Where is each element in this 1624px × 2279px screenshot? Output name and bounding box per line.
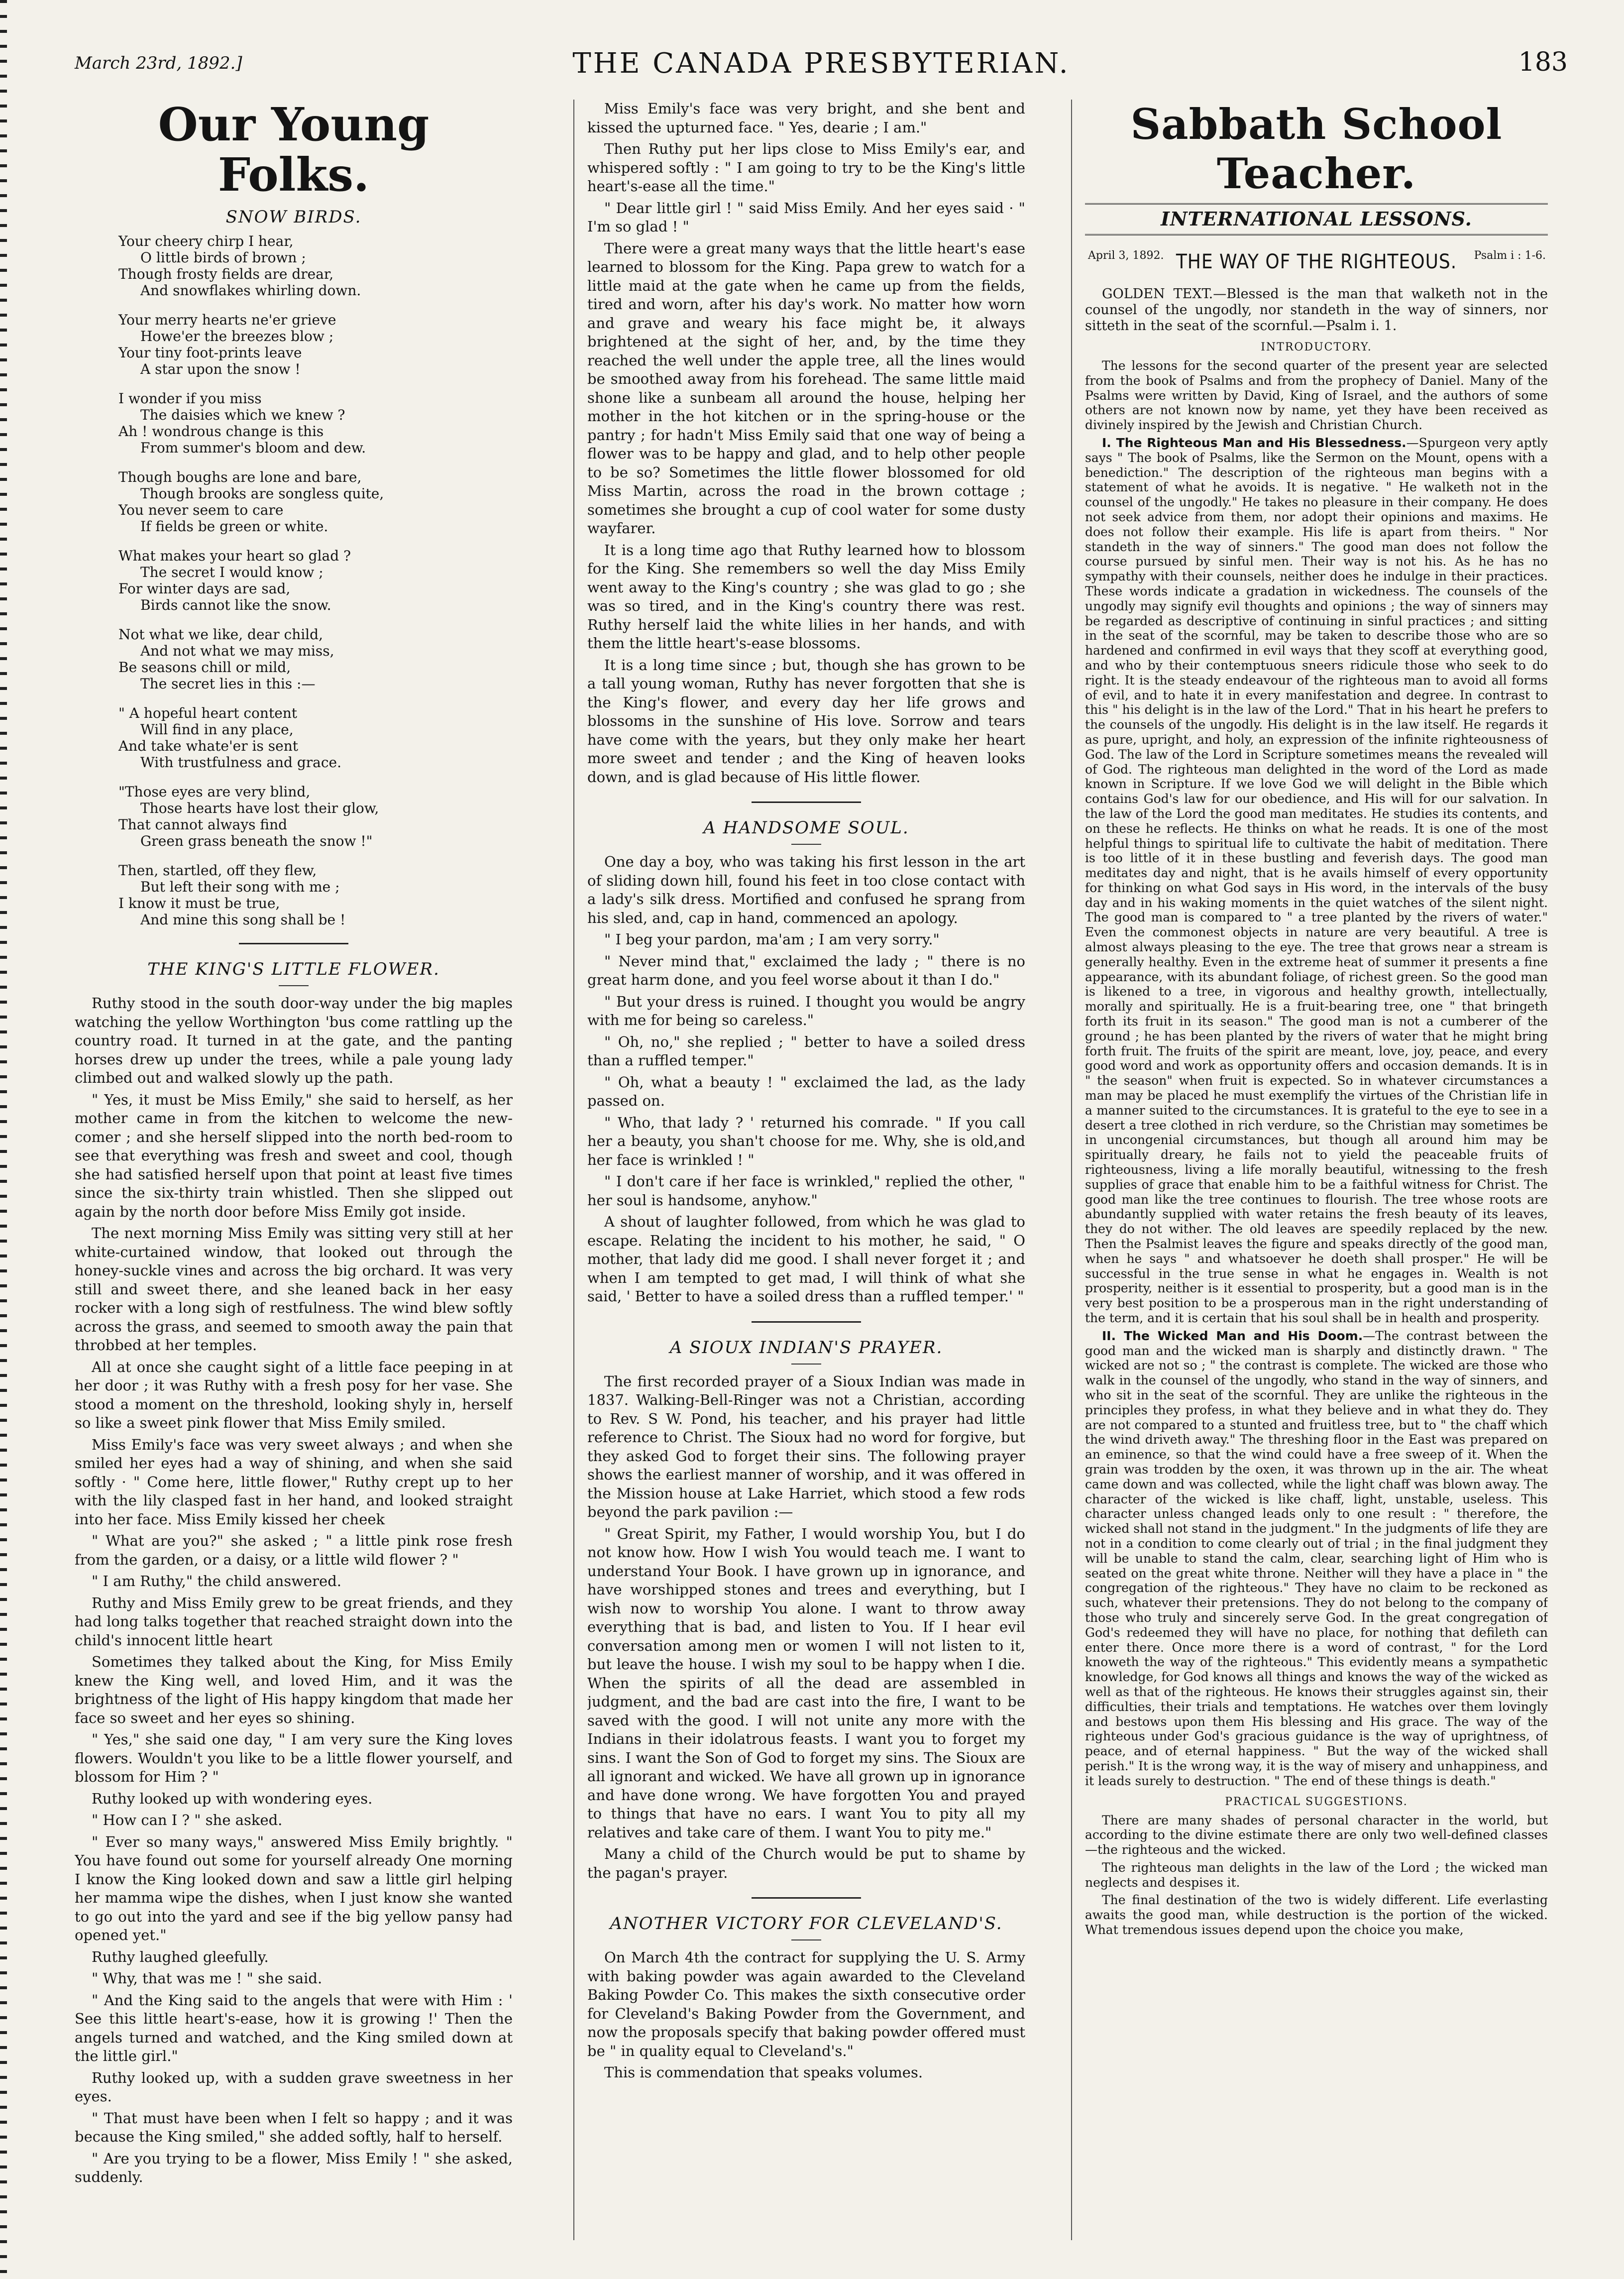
paragraph: " Oh, no," she replied ; " better to have a soiled dress than a ruffled temper." [587, 1033, 1025, 1069]
introductory-paragraph: The lessons for the second quarter of the present year are selected from the book of Psalms and from the prophecy of Daniel. Many of the Psalms were written by David, King of Israel, and the authors of some others are not known now by name, yet they have been received as divinely inspired by the Jewish and Christian Church. [1085, 358, 1548, 433]
section-separator [239, 943, 348, 944]
poem-line: Will find in any place, [140, 721, 294, 738]
poem-line: The secret lies in this :— [140, 676, 316, 692]
column-rule [1071, 100, 1072, 2240]
poem-stanza [118, 390, 513, 456]
paragraph: " I beg your pardon, ma'am ; I am very sorry." [604, 931, 940, 948]
poem-line: Howe'er the breezes blow ; [140, 328, 334, 345]
paragraph: " Ever so many ways," answered Miss Emily brightly. " You have found out some for yourself already One morning I know the King looked down and saw a little girl helping her mamma wipe the dishes, when I just know she wanted to go out into the yard and see if the big yellow pansy had opened yet." [75, 1833, 513, 1944]
poem-line: The daisies which we knew ? [140, 407, 345, 424]
poem-stanza [118, 784, 513, 849]
snow-birds-title: SNOW BIRDS. [225, 207, 362, 228]
poem-line: If fields be green or white. [140, 518, 328, 535]
poem-stanza [118, 548, 513, 613]
paragraph: Miss Emily's face was very bright, and she bent and kissed the upturned face. " Yes, dearie ; I am." [587, 100, 1025, 136]
poem-line: Ah ! wondrous change is this [118, 423, 324, 440]
poem-line: Then, startled, off they flew, [118, 862, 317, 879]
kings-flower-continued [587, 100, 1025, 787]
poem-stanza [118, 705, 513, 771]
paragraph: Ruthy looked up, with a sudden grave sweetness in her eyes. [75, 2069, 513, 2105]
sioux-prayer-story [587, 1372, 1025, 1883]
poem-line: " A hopeful heart content [118, 705, 298, 722]
paragraph: Miss Emily's face was very sweet always ; and when she smiled her eyes had a way of shining, and when she said softly · " Come here, little flower," Ruthy crept up to her with the lily clasped fast in her hand, and looked straight into her face. Miss Emily kissed her cheek [75, 1436, 513, 1528]
paragraph: It is a long time since ; but, though she has grown to be a tall young woman, Ruthy has never forgotten that she is the King's flower, and every day her life grows and blossoms in the sunshine of His love. Sorrow and tears have come with the years, but they only make her heart more sweet and tender ; and the King of heaven looks down, and is glad because of His little flower. [587, 656, 1025, 786]
paragraph: " Yes, it must be Miss Emily," she said to herself, as her mother came in from the kitchen to welcome the new-comer ; and she herself slipped into the north bed-room to see that everything was fresh and sweet and cool, though she had satisfied herself upon that point at least five times since the six-thirty train whistled. Then she slipped out again by the north door before Miss Emily got inside. [75, 1091, 513, 1220]
paragraph: " How can I ? " she asked. [92, 1812, 283, 1829]
column-rule [573, 100, 574, 2240]
paragraph: Then Ruthy put her lips close to Miss Emily's ear, and whispered softly : " I am going to try to be the King's little heart's-ease all the time." [587, 140, 1025, 195]
poem-stanza [118, 862, 513, 928]
poem-line: A star upon the snow ! [140, 361, 301, 378]
snow-birds-poem [118, 233, 513, 928]
paragraph: " What are you?" she asked ; " a little pink rose fresh from the garden, or a daisy, or a little wild flower ? " [75, 1532, 513, 1568]
section-separator [752, 1321, 861, 1323]
poem-line: And take whate'er is sent [118, 738, 298, 755]
our-young-folks-heading: Our Young Folks. [158, 100, 430, 202]
international-lessons-subtitle: INTERNATIONAL LESSONS. [1085, 203, 1548, 235]
poem-line: You never seem to care [118, 502, 284, 519]
title-dash [791, 1364, 821, 1365]
paragraph: " That must have been when I felt so happy ; and it was because the King smiled," she added softly, half to herself. [75, 2109, 513, 2146]
poem-stanza [118, 469, 513, 535]
section-2-heading: II. The Wicked Man and His Doom. [1102, 1328, 1363, 1343]
section-2-text: —The contrast between the good man and the wicked man is sharply and distinctly drawn. " The wicked are not so ; " the contrast is complete. The wicked are those who walk in the counsel of the ungodly, who stand in the way of sinners, and who sit in the seat of the scornful. They are unlike the righteous in the principles they profess, in what they believe and in what they do. They are not compared to a stunted and fruitless tree, but to " the chaff which the wind driveth away." The threshing floor in the East was prepared on an eminence, so that the wind could have a free sweep of it. When the grain was trodden by the oxen, it was thrown up in the air. The wheat came down and was collected, while the light chaff was blown away. The character of the wicked is like chaff, light, unstable, useless. This character unless changed leads only to one result : " therefore, the wicked shall not stand in the judgment." In the judgments of life they are not in a condition to come clearly out of trial ; in the final judgment they will be unable to stand the calm, clear, searching light of Him who is seated on the great white throne. Neither will they have a place in " the congregation of the righteous." They have no claim to be reckoned as such, whatever their pretensions. They do not belong to the company of those who truly and sincerely serve God. In the great congregation of God's redeemed they will have no place, for nothing that defileth can enter there. Once more there is a word of contrast, " for the Lord knoweth the way of the righteous." This evidently means a sympathetic knowledge, for God knows all things and knows the way of the wicked as well as that of the righteous. He knows their struggles against sin, their difficulties, their trials and temptations. He watches over them lovingly and bestows upon them His blessing and His grace. The way of the righteous under God's gracious guidance is the way of uprightness, of peace, and of eternal happiness. " But the way of the wicked shall perish." It is the wrong way, it is the way of misery and unhappiness, and it leads surely to destruction. " The end of these things is death." [1085, 1328, 1548, 1788]
paragraph: This is commendation that speaks volumes. [604, 2064, 923, 2081]
poem-line: That cannot always find [118, 816, 288, 833]
handsome-soul-title: A HANDSOME SOUL. [703, 818, 909, 838]
poem-line: I wonder if you miss [118, 390, 262, 407]
poem-line: O little birds of brown ; [140, 249, 306, 266]
poem-stanza [118, 312, 513, 377]
poem-line: With trustfulness and grace. [140, 754, 342, 771]
paragraph: Ruthy stood in the south door-way under the big maples watching the yellow Worthington 'bus come rattling up the country road. It turned in at the gate, and the panting horses drew up under the trees, while a pale young lady climbed out and walked slowly up the path. [75, 995, 513, 1087]
paragraph: There were a great many ways that the little heart's ease learned to blossom for the King. Papa grew to watch for a little maid at the gate when he came up from the fields, tired and worn, after his day's work. No matter how worn and grave and weary his face might be, it always brightened at the sight of her, and, by the time they reached the well under the apple tree, all the lines would be smoothed away from his forehead. The same little maid shone like a sunbeam all around the house, helping her mother in the hot kitchen or in the spring-house or the pantry ; for hadn't Miss Emily said that one way of being a flower was to be happy and glad, and to help other people to be so? Sometimes the little flower blossomed for old Miss Martin, across the road in the brown cottage ; sometimes she brought a cup of cool water for some dusty wayfarer. [587, 239, 1025, 537]
poem-line: "Those eyes are very blind, [118, 784, 311, 800]
paragraph: " Yes," she said one day, " I am very sure the King loves flowers. Wouldn't you like to be a little flower yourself, and blossom for Him ? " [75, 1731, 513, 1786]
paragraph: " I am Ruthy," the child answered. [92, 1573, 341, 1590]
paragraph: Sometimes they talked about the King, for Miss Emily knew the King well, and loved Him, and it was the brightness of the light of His happy kingdom that made her face so sweet and her eyes so shining. [75, 1653, 513, 1726]
paragraph: The next morning Miss Emily was sitting very still at her white-curtained window, that looked out through the honey-suckle vines and across the big orchard. It was very still and sweet there, and she leaned back in her easy rocker with a long sigh of restfulness. The wind blew softly across the grass, and seemed to smooth away the pain that throbbed at her temples. [75, 1225, 513, 1354]
poem-line: I know it must be true, [118, 895, 280, 912]
poem-line: And not what we may miss, [140, 643, 334, 660]
title-dash [279, 985, 309, 986]
poem-line: And mine this song shall be ! [140, 912, 346, 928]
poem-line: Be seasons chill or mild, [118, 659, 291, 676]
page-header [75, 47, 1568, 87]
poem-line: Not what we like, dear child, [118, 626, 323, 643]
paragraph: " Dear little girl ! " said Miss Emily. And her eyes said · " I'm so glad ! " [587, 199, 1025, 235]
lesson-header [1085, 246, 1548, 281]
poem-line: Those hearts have lost their glow, [140, 800, 379, 817]
section-separator [752, 1897, 861, 1899]
poem-line: Your cheery chirp I hear, [118, 233, 294, 250]
paragraph: Ruthy laughed gleefully. [92, 1948, 269, 1965]
paragraph: All at once she caught sight of a little face peeping in at her door ; it was Ruthy with a fresh posy for her vase. She stood a moment on the threshold, looking shyly in, herself so like a sweet pink flower that Miss Emily smiled. [75, 1358, 513, 1432]
lesson-reference: Psalm i : 1-6. [1474, 249, 1546, 262]
poem-line: Your tiny foot-prints leave [118, 344, 302, 361]
poem-line: Though brooks are songless quite, [140, 485, 384, 502]
column-3 [1085, 100, 1548, 2255]
lesson-title: THE WAY OF THE RIGHTEOUS. [1176, 250, 1457, 273]
paragraph: It is a long time ago that Ruthy learned how to blossom for the King. She remembers so well the day Miss Emily went away to the King's country ; she was glad to go ; she was so tired, and in the King's country there was rest. Ruthy herself laid the white lilies in her hands, and with them the little heart's-ease blossoms. [587, 541, 1025, 652]
paragraph: " I don't care if her face is wrinkled," replied the other, " her soul is handsome, anyhow." [587, 1173, 1025, 1209]
poem-line: From summer's bloom and dew. [140, 440, 366, 456]
practical-suggestions-heading: PRACTICAL SUGGESTIONS. [1225, 1795, 1408, 1808]
poem-line: The secret I would know ; [140, 564, 324, 581]
section-separator [752, 801, 861, 803]
paragraph: A shout of laughter followed, from which he was glad to escape. Relating the incident to his mother, he said, " O mother, that lady did me good. I shall never forget it ; and when I am tempted to get mad, I will think of what she said, ' Better to have a soiled dress than a ruffled temper.' " [587, 1213, 1025, 1305]
poem-line: For winter days are sad, [118, 580, 291, 597]
poem-line: And snowflakes whirling down. [140, 282, 361, 299]
column-2 [587, 100, 1025, 2255]
paragraph: There are many shades of personal character in the world, but according to the divine estimate there are only two well-defined classes—the righteous and the wicked. [1085, 1813, 1548, 1857]
poem-line: Birds cannot like the snow. [140, 597, 331, 614]
paragraph: The first recorded prayer of a Sioux Indian was made in 1837. Walking-Bell-Ringer was not a Christian, according to Rev. S W. Pond, his teacher, and his prayer had little reference to Christ. The Sioux had no word for forgive, but they asked God to forget their sins. The following prayer shows the earliest manner of worship, and it was offered in the Mission house at Lake Harriet, which stood a few rods beyond the park pavilion :— [587, 1372, 1025, 1520]
paragraph: Many a child of the Church would be put to shame by the pagan's prayer. [587, 1845, 1025, 1881]
paragraph: The final destination of the two is widely different. Life everlasting awaits the good man, while destruction is the portion of the wicked. What tremendous issues depend upon the choice you make, [1085, 1893, 1548, 1937]
newspaper-title: THE CANADA PRESBYTERIAN. [572, 47, 1070, 80]
paragraph: The righteous man delights in the law of the Lord ; the wicked man neglects and despises it. [1085, 1860, 1548, 1890]
practical-suggestions [1085, 1813, 1548, 1937]
poem-stanza [118, 626, 513, 692]
section-1-heading: I. The Righteous Man and His Blessedness. [1102, 435, 1407, 450]
paragraph: One day a boy, who was taking his first lesson in the art of sliding down hill, found his feet in too close contact with a lady's silk dress. Mortified and confused he sprang from his sled, and, cap in hand, commenced an apology. [587, 853, 1025, 926]
poem-line: What makes your heart so glad ? [118, 548, 351, 565]
sabbath-school-heading: Sabbath School Teacher. [1130, 100, 1503, 198]
kings-flower-title: THE KING'S LITTLE FLOWER. [147, 959, 440, 980]
paragraph: Ruthy and Miss Emily grew to be great friends, and they had long talks together that reached straight down into the child's innocent little heart [75, 1594, 513, 1649]
paragraph: " But your dress is ruined. I thought you would be angry with me for being so careless." [587, 993, 1025, 1028]
page-number: 183 [1518, 47, 1568, 77]
binding-edge [0, 0, 7, 2279]
cleveland-title: ANOTHER VICTORY FOR CLEVELAND'S. [610, 1914, 1003, 1934]
section-1-text: —Spurgeon very aptly says " The book of Psalms, like the Sermon on the Mount, opens with a benediction." The description of the righteous man begins with a statement of what he avoids. It is negative. " He walketh not in the counsel of the ungodly." He takes no pleasure in their company. He does not seek advice from them, nor adopt their opinions and maxims. He does not follow their example. His life is apart from theirs. " Nor standeth in the way of sinners." The good man does not follow the course pursued by sinful men. Their way is not his. As he has no sympathy with their counsels, neither does he indulge in their practices. These words indicate a gradation in wickedness. The counsels of the ungodly may signify evil thoughts and opinions ; the way of sinners may be regarded as descriptive of continuing in sinful practices ; and sitting in the seat of the scornful, may be taken to describe those who are so hardened and confirmed in evil ways that they scoff at everything good, and who by their contemptuous sneers ridicule those who seek to do right. It is the steady endeavour of the righteous man to avoid all forms of evil, and to hate it in every manifestation and degree. In contrast to this " his delight is in the law of the Lord." That in his heart he prefers to the counsels of the ungodly. His delight is in the law itself. He regards it as pure, upright, and holy, an expression of the infinite righteousness of God. The law of the Lord in Scripture sometimes means the revealed will of God. The righteous man delighted in the word of the Lord as made known in Scripture. If we love God we will delight in the Bible which contains God's law for our obedience, and His will for our salvation. In the law of the Lord the good man meditates. He studies its contents, and on these he reflects. He thinks on what he reads. It is one of the most helpful things to spiritual life to cultivate the habit of meditation. There is too little of it in these bustling and feverish days. The good man meditates day and night, that is he avails himself of every opportunity for thinking on what God says in His word, in the intervals of the busy day and in his waking moments in the quiet watches of the silent night. The good man is compared to " a tree planted by the rivers of water." Even the commonest objects in nature are very beautiful. A tree is almost always pleasing to the eye. The tree that grows near a stream is generally healthy. Even in the extreme heat of summer it presents a fine appearance, with its abundant foliage, of richest green. So the good man is likened to a tree, in vigorous and healthy growth, intellectually, morally and spiritually. He is a fruit-bearing tree, one " that bringeth forth its fruit in its season." The good man is not a cumberer of the ground ; he has been planted by the rivers of water that he might bring forth fruit. The fruits of the spirit are meant, love, joy, peace, and every good word and work as opportunity offers and occasion demands. It is in " the season" when fruit is expected. So in whatever circumstances a man may be placed he must exemplify the virtues of the Christian life in a manner suited to the circumstances. It is grateful to the eye to see in a desert a tree clothed in rich verdure, so the Christian may sometimes be in uncongenial circumstances, but though all around him may be spiritually dreary, he fails not to yield the peaceable fruits of righteousness, living a life morally beautiful, witnessing to the fresh supplies of grace that enable him to be a faithful witness for Christ. The good man like the tree continues to flourish. The tree whose roots are abundantly supplied with water retains the fresh beauty of its leaves, they do not wither. The old leaves are speedily replaced by the new. Then the Psalmist leaves the figure and speaks directly of the good man, when he says " and whatsoever he doeth shall prosper." He will be successful in the true sense in what he engages in. Wealth is not prosperity, neither is it essential to prosperity, but a good man is in the very best position to be a prosperous man in the right understanding of the term, and it is certain that his soul shall be in health and prosperity. [1085, 435, 1548, 1325]
paragraph: " Who, that lady ? ' returned his comrade. " If you call her a beauty, you shan't choose for me. Why, she is old,and her face is wrinkled ! " [587, 1114, 1025, 1168]
paragraph: " Why, that was me ! " she said. [92, 1970, 323, 1987]
section-1-paragraph [1085, 436, 1548, 1326]
introductory-heading: INTRODUCTORY. [1261, 341, 1372, 353]
paragraph: Ruthy looked up with wondering eyes. [92, 1790, 373, 1807]
section-2-paragraph [1085, 1329, 1548, 1789]
paragraph: " Are you trying to be a flower, Miss Emily ! " she asked, suddenly. [75, 2150, 513, 2186]
golden-text: GOLDEN TEXT.—Blessed is the man that walketh not in the counsel of the ungodly, nor standeth in the way of sinners, nor sitteth in the seat of the scornful.—Psalm i. 1. [1085, 286, 1548, 334]
poem-line: Though boughs are lone and bare, [118, 469, 362, 486]
column-1 [75, 100, 513, 2255]
sioux-prayer-title: A SIOUX INDIAN'S PRAYER. [669, 1337, 943, 1358]
paragraph: " Never mind that," exclaimed the lady ; " there is no great harm done, and you feel worse about it than I do." [587, 952, 1025, 988]
paragraph: " Great Spirit, my Father, I would worship You, but I do not know how. How I wish You would teach me. I want to understand Your Book. I have grown up in ignorance, and have worshipped stones and trees and everything, but I wish now to worship You alone. I want to throw away everything that is bad, and listen to You. If I hear evil conversation among men or women I will not listen to it, but leave the house. I wish my soul to be happy when I die. When the spirits of all the dead are assembled in judgment, and the bad are cast into the fire, I want to be saved with the good. I will not unite any more with the Indians in their idolatrous feasts. I want you to forget my sins. I want the Son of God to forget my sins. The Sioux are all ignorant and wicked. We have all grown up in ignorance and have done wrong. We have forgotten You and prayed to things that have no ears. I want You to pity all my relatives and take care of them. I want You to pity me." [587, 1525, 1025, 1841]
lesson-date: April 3, 1892. [1088, 249, 1164, 262]
poem-line: Though frosty fields are drear, [118, 266, 334, 283]
paragraph: " Oh, what a beauty ! " exclaimed the lad, as the lady passed on. [587, 1073, 1025, 1109]
handsome-soul-story [587, 853, 1025, 1306]
paragraph: On March 4th the contract for supplying the U. S. Army with baking powder was again awarded to the Cleveland Baking Powder Co. This makes the sixth consecutive order for Cleveland's Baking Powder from the Government, and now the proposals specify that baking powder offered must be " in quality equal to Cleveland's." [587, 1949, 1025, 2059]
poem-line: But left their song with me ; [140, 879, 340, 896]
poem-line: Green grass beneath the snow !" [140, 833, 373, 850]
cleveland-story [587, 1948, 1025, 2082]
title-dash [791, 1939, 821, 1940]
header-date: March 23rd, 1892.] [75, 53, 242, 73]
title-dash [791, 844, 821, 845]
poem-line: Your merry hearts ne'er grieve [118, 312, 336, 329]
paragraph: " And the King said to the angels that were with Him : ' See this little heart's-ease, how it is growing !' Then the angels turned and watched, and the King smiled down at the little girl." [75, 1991, 513, 2065]
kings-flower-story [75, 994, 513, 2187]
poem-stanza [118, 233, 513, 299]
